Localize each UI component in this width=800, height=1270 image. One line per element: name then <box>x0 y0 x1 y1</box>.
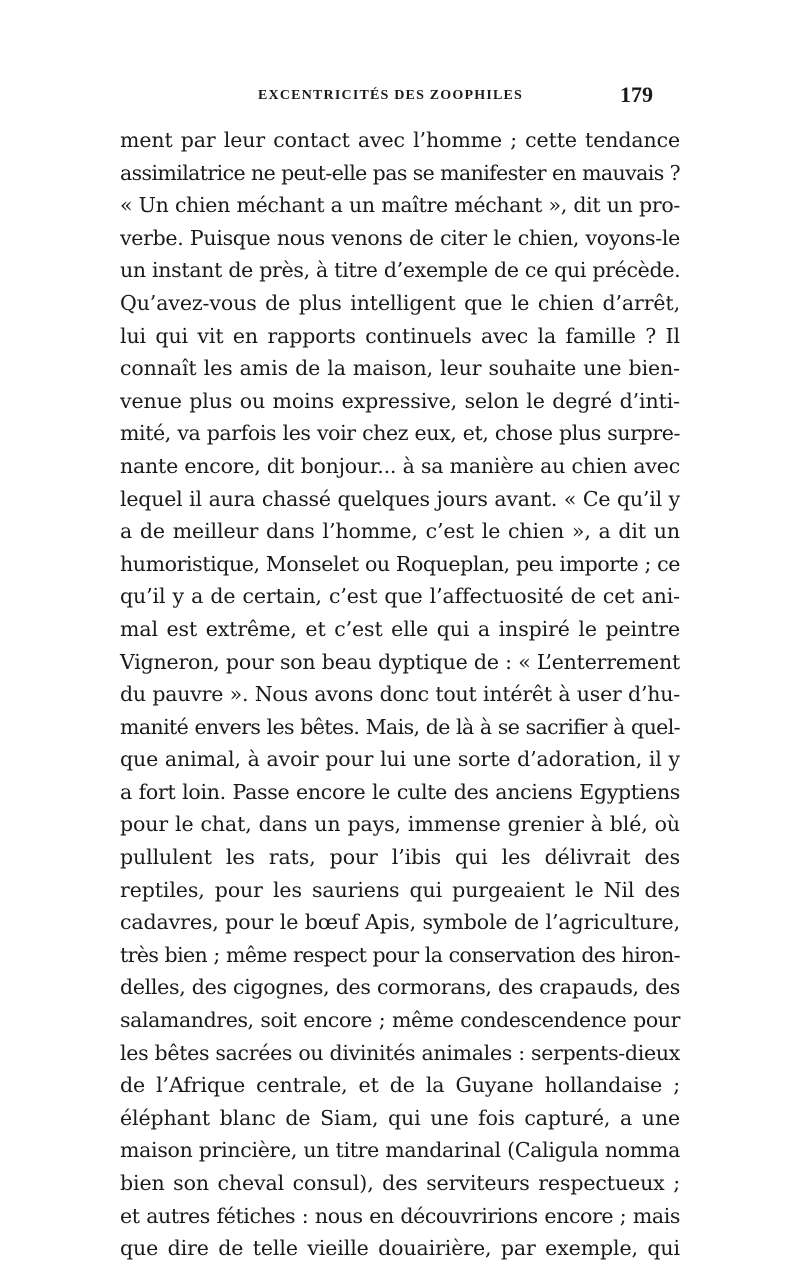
text-line: Vigneron, pour son beau dyptique de : « L’enterrement <box>120 649 680 674</box>
text-line: et autres fétiches : nous en découvririons encore ; mais <box>120 1203 680 1228</box>
text-line: manité envers les bêtes. Mais, de là à se sacrifier à quel- <box>120 714 680 739</box>
text-line: éléphant blanc de Siam, qui une fois capturé, a une <box>120 1105 680 1130</box>
text-line: que dire de telle vieille douairière, par exemple, qui <box>120 1236 680 1261</box>
text-line: delles, des cigognes, des cormorans, des crapauds, des <box>120 975 680 1000</box>
text-line: a de meilleur dans l’homme, c’est le chien », a dit un <box>120 519 680 544</box>
text-line: Qu’avez-vous de plus intelligent que le chien d’arrêt, <box>120 290 680 315</box>
text-line: les bêtes sacrées ou divinités animales : serpents-dieux <box>120 1040 680 1065</box>
text-line: connaît les amis de la maison, leur souhaite une bien- <box>120 356 680 381</box>
text-line: « Un chien méchant a un maître méchant », dit un pro- <box>120 193 680 218</box>
text-line: que animal, à avoir pour lui une sorte d’adoration, il y <box>120 747 680 772</box>
text-line: humoristique, Monselet ou Roqueplan, peu importe ; ce <box>120 551 680 576</box>
text-line: qu’il y a de certain, c’est que l’affectuosité de cet ani- <box>120 584 680 609</box>
text-line: mal est extrême, et c’est elle qui a inspiré le peintre <box>120 616 680 641</box>
text-line: salamandres, soit encore ; même condescendence pour <box>120 1008 680 1033</box>
text-line: reptiles, pour les sauriens qui purgeaient le Nil des <box>120 877 680 902</box>
text-line: nante encore, dit bonjour... à sa manière au chien avec <box>120 453 680 478</box>
running-head: EXCENTRICITÉS DES ZOOPHILES <box>258 88 524 103</box>
text-line: mité, va parfois les voir chez eux, et, chose plus surpre- <box>120 421 680 446</box>
text-line: ment par leur contact avec l’homme ; cette tendance <box>120 128 680 152</box>
text-line: du pauvre ». Nous avons donc tout intérêt à user d’hu- <box>120 682 680 707</box>
text-line: verbe. Puisque nous venons de citer le chien, voyons-le <box>120 225 680 250</box>
text-line: venue plus ou moins expressive, selon le degré d’inti- <box>120 388 680 413</box>
text-line: très bien ; même respect pour la conservation des hiron- <box>120 942 680 967</box>
text-line: bien son cheval consul), des serviteurs respectueux ; <box>120 1171 680 1195</box>
body-text <box>120 124 680 1265</box>
text-line: a fort loin. Passe encore le culte des anciens Egyptiens <box>120 779 680 804</box>
text-line: de l’Afrique centrale, et de la Guyane hollandaise ; <box>120 1073 680 1098</box>
text-line: un instant de près, à titre d’exemple de ce qui précède. <box>120 258 681 283</box>
text-line: pullulent les rats, pour l’ibis qui les délivrait des <box>120 845 680 870</box>
text-line: pour le chat, dans un pays, immense grenier à blé, où <box>120 812 680 837</box>
text-line: lui qui vit en rapports continuels avec la famille ? Il <box>120 323 680 348</box>
text-line: maison princière, un titre mandarinal (Caligula nomma <box>120 1138 680 1163</box>
page-number: 179 <box>620 82 653 107</box>
text-line: cadavres, pour le bœuf Apis, symbole de l’agriculture, <box>120 910 680 935</box>
text-line: lequel il aura chassé quelques jours avant. « Ce qu’il y <box>120 486 680 511</box>
text-line: assimilatrice ne peut-elle pas se manifester en mauvais ? <box>120 160 680 185</box>
